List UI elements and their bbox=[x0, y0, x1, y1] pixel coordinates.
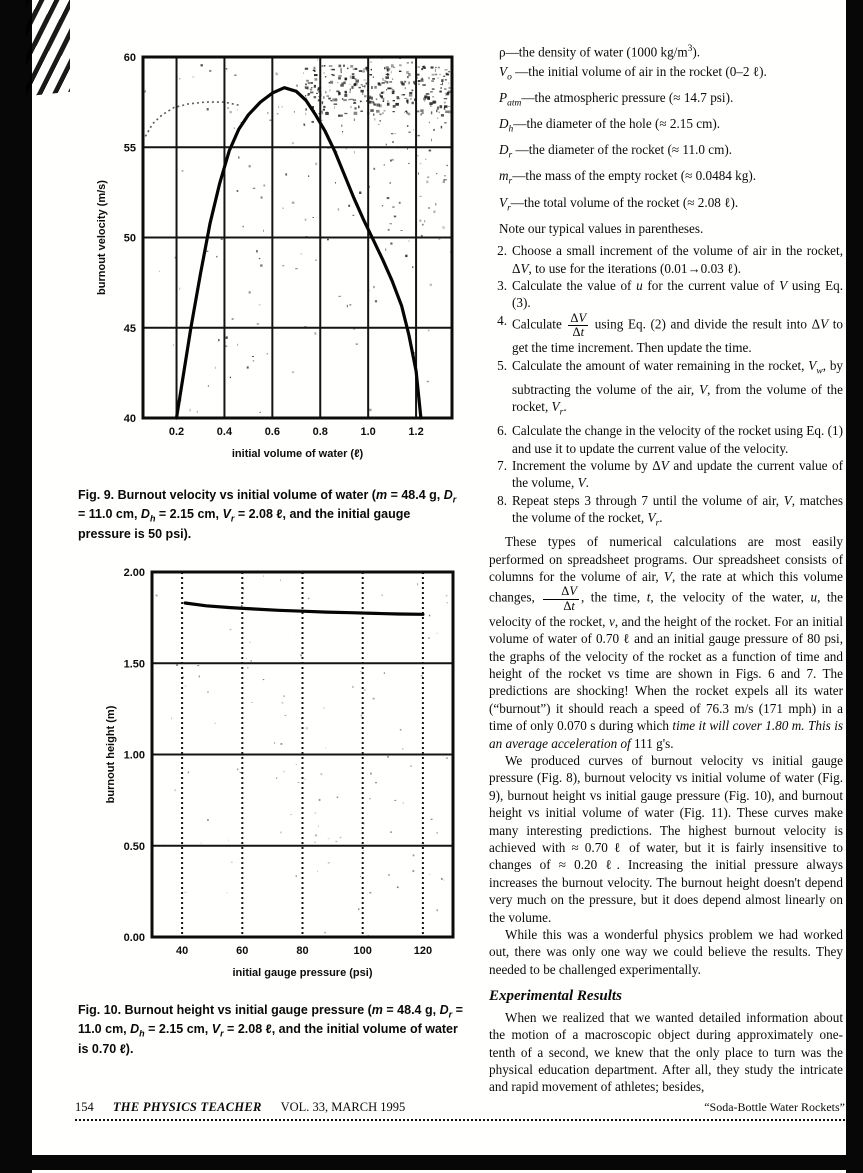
svg-text:1.2: 1.2 bbox=[408, 426, 424, 438]
step-text: Choose a small increment of the volume of air in the rocket, ΔV, to use for the iterations (0.01→0.03 ℓ). bbox=[512, 243, 843, 276]
svg-text:1.0: 1.0 bbox=[360, 426, 376, 438]
journal-title: THE PHYSICS TEACHER bbox=[112, 1100, 262, 1114]
step-number: 4. bbox=[497, 312, 507, 328]
step-number: 3. bbox=[497, 278, 507, 294]
bottom-scan-edge bbox=[32, 1155, 863, 1170]
body-paragraph: We produced curves of burnout velocity vs initial gauge pressure (Fig. 8), burnout velocity vs initial volume of water (Fig. 9), burnout height vs initial gauge pressure (Fig. 10), and burnout height vs initial volume of water (Fig. 11). These curves make many interesting predictions. The highest burnout velocity is achieved with ≈ 0.70 ℓ of water, but it is fairly insensitive to changes of ≈ 0.20 ℓ. Increasing the initial pressure always increases the burnout velocity. The burnout height doesn't depend very much on the pressure, but it does depend almost linearly on the volume. bbox=[489, 753, 843, 925]
step-number: 6. bbox=[497, 423, 507, 439]
right-scan-edge bbox=[846, 0, 863, 1173]
procedure-step bbox=[489, 242, 843, 277]
variable-line: $V_r—the$ total volume of the rocket (≈ 2.08 ℓ). bbox=[499, 194, 739, 214]
body-paragraph: While this was a wonderful physics problem we had worked out, there was only one way we could believe the results. They needed to be challenged experimentally. bbox=[489, 927, 843, 977]
body-paragraphs bbox=[489, 533, 843, 978]
step-text: Calculate the amount of water remaining in the rocket, $V_w$, by subtracting the volume of the air, V, from the volume of the rocket, $V_r$. bbox=[512, 357, 844, 418]
variable-line: $D_r$ —the diameter of the rocket (≈ 11.0 cm). bbox=[499, 142, 733, 161]
svg-text:2.00: 2.00 bbox=[123, 567, 145, 579]
fig9-chart bbox=[75, 40, 470, 485]
svg-text:40: 40 bbox=[175, 945, 189, 957]
svg-text:0.4: 0.4 bbox=[216, 426, 233, 438]
svg-text:100: 100 bbox=[353, 945, 372, 957]
variable-line: $P_{atm}—the$ atmospheric pressure (≈ 14.7 psi). bbox=[499, 90, 734, 109]
step-text: Calculate the value of u for the current value of V using Eq. (3). bbox=[512, 278, 844, 311]
svg-text:50: 50 bbox=[123, 232, 136, 245]
procedure-step bbox=[489, 422, 843, 457]
footer-left bbox=[75, 1100, 405, 1115]
svg-text:45: 45 bbox=[123, 322, 136, 335]
variable-line: $m_r—the$ mass of the empty rocket (≈ 0.0484 kg). bbox=[499, 168, 757, 188]
procedure-step bbox=[489, 457, 843, 492]
svg-text:burnout height (m): burnout height (m) bbox=[105, 705, 117, 804]
svg-text:burnout velocity (m/s): burnout velocity (m/s) bbox=[96, 180, 108, 295]
variable-line: ρ—the density of water (1000 $kg/m^3$). bbox=[499, 44, 701, 60]
figure-9 bbox=[75, 40, 470, 485]
svg-text:60: 60 bbox=[236, 945, 249, 957]
variable-line: $V_o$ —the initial volume of air in the rocket (0–2 ℓ). bbox=[499, 63, 767, 83]
procedure-step bbox=[489, 277, 843, 312]
scan-corner-artifact bbox=[26, 0, 70, 96]
svg-text:0.00: 0.00 bbox=[123, 932, 145, 944]
step-text: Increment the volume by ΔV and update the current value of the volume, V. bbox=[512, 457, 844, 491]
step-number: 5. bbox=[497, 357, 507, 373]
svg-text:1.50: 1.50 bbox=[123, 658, 145, 671]
step-text: Repeat steps 3 through 7 until the volume of air, V, matches the volume of the rocket, $V_r$. bbox=[512, 492, 843, 529]
step-number: 2. bbox=[497, 243, 507, 259]
body-paragraph: When we realized that we wanted detailed information about the motion of a macroscopic object during approximately one-tenth of a second, we knew that the only place to turn was the physical education department. After all, they study the intricate and rapid movement of athletes; besides, bbox=[489, 1009, 843, 1095]
procedure-step bbox=[489, 312, 843, 357]
step-number: 8. bbox=[497, 492, 507, 508]
variable-line: $D_h—the$ diameter of the hole (≈ 2.15 cm). bbox=[499, 116, 721, 135]
procedure-step bbox=[489, 357, 843, 423]
svg-text:0.6: 0.6 bbox=[264, 426, 280, 438]
svg-text:80: 80 bbox=[296, 945, 309, 957]
journal-volume-date: VOL. 33, MARCH 1995 bbox=[280, 1100, 406, 1114]
svg-text:40: 40 bbox=[123, 413, 136, 425]
left-scan-edge bbox=[0, 0, 32, 1173]
figure-10 bbox=[75, 560, 470, 1000]
step-number: 7. bbox=[497, 457, 507, 473]
body-paragraph: These types of numerical calculations are most easily performed on spreadsheet programs. Our spreadsheet consists of columns for the volume of air, V, the rate at which this volume changes, $\frac{\Delta V}{\Delta t}$ , the time, t, the velocity of the water, u, the velocity of the rocket, v, and the height of the rocket. For an initial volume of water of 0.70 ℓ and an initial gauge pressure of 80 psi, the graphs of the velocity of the rocket as a function of time and height of the rocket vs time are shown in Figs. 6 and 7. The predictions are shocking! When the rocket expels all its water (“burnout”) it should reach a speed of 76.3 m/s (171 mph) in a time of only 0.070 s during which time it will cover 1.80 m. This is an average acceleration of 111 g's. bbox=[489, 534, 843, 751]
svg-text:0.2: 0.2 bbox=[168, 426, 185, 438]
svg-text:60: 60 bbox=[123, 52, 136, 64]
article-text-column bbox=[489, 40, 843, 1096]
svg-text:0.50: 0.50 bbox=[123, 840, 145, 853]
variable-definitions-list bbox=[489, 40, 843, 238]
running-title: “Soda-Bottle Water Rockets” bbox=[704, 1100, 845, 1114]
section-heading-experimental-results: Experimental Results bbox=[489, 988, 622, 1005]
svg-text:55: 55 bbox=[123, 142, 136, 155]
page-number: 154 bbox=[75, 1100, 94, 1114]
fig10-chart bbox=[75, 560, 470, 1000]
svg-text:0.8: 0.8 bbox=[312, 426, 328, 438]
page-footer bbox=[75, 1100, 845, 1121]
fig9-caption: Fig. 9. Burnout velocity vs initial volume of water (m = 48.4 g, $D_r = 11.0$ cm, $D_h = 2.15$ cm, $V_r = 2.08$ ℓ, and the initial gauge pressure is 50 psi). bbox=[78, 488, 457, 541]
procedure-step bbox=[489, 492, 843, 533]
svg-text:120: 120 bbox=[413, 945, 433, 957]
fig10-caption: Fig. 10. Burnout height vs initial gauge pressure (m = 48.4 g, $D_r = 11.0$ cm, $D_h = 2.15$ cm, $V_r = 2.08$ ℓ, and the initial volume of water is 0.70 ℓ). bbox=[78, 1003, 463, 1056]
svg-text:1.00: 1.00 bbox=[123, 749, 145, 762]
svg-text:initial volume of water (ℓ): initial volume of water (ℓ) bbox=[231, 448, 364, 460]
variable-line: Note our typical values in parentheses. bbox=[499, 220, 704, 236]
body-paragraphs-after-heading bbox=[489, 1009, 843, 1096]
procedure-steps-list bbox=[489, 242, 843, 533]
svg-text:initial gauge pressure (psi): initial gauge pressure (psi) bbox=[232, 967, 373, 979]
step-text: Calculate the change in the velocity of the rocket using Eq. (1) and use it to update the current value of the velocity. bbox=[512, 423, 843, 456]
step-text: Calculate $\frac{\Delta V}{\Delta t}$ using Eq. (2) and divide the result into ΔV to get the time increment. Then update the time. bbox=[512, 310, 844, 356]
